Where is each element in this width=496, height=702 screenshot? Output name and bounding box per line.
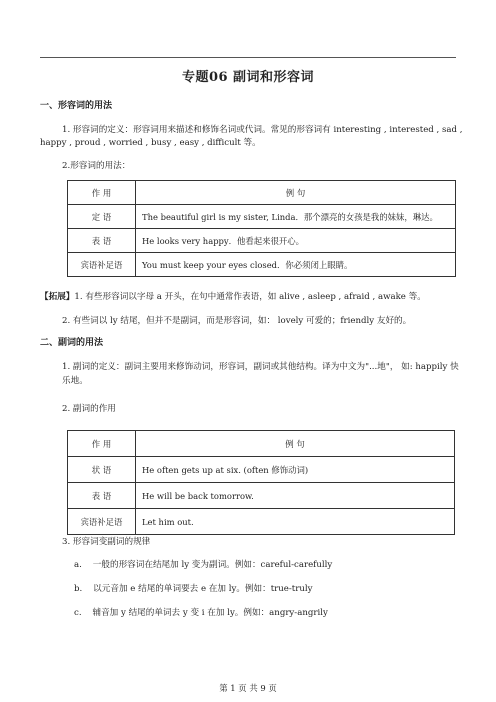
rule-text: 以元音加 e 结尾的单词要去 e 在加 ly。例如：true-truly	[93, 584, 313, 594]
table-cell-example: You must keep your eyes closed．你必须闭上眼睛。	[136, 253, 456, 277]
table-cell-role: 宾语补足语	[68, 253, 136, 277]
table-cell-role: 定 语	[68, 205, 136, 229]
rule-item	[74, 608, 328, 619]
section2-heading: 二、副词的用法	[40, 338, 104, 348]
header-rule	[40, 57, 456, 58]
adv-usage-label: 2. 副词的作用	[62, 404, 116, 414]
adv-definition-line2: 乐地。	[62, 376, 88, 386]
rule-marker: c.	[74, 608, 82, 618]
adj-usage-label: 2.形容词的用法：	[62, 161, 131, 171]
adj-usage-table	[67, 180, 456, 277]
adv-definition-line1: 1. 副词的定义：副词主要用来修饰动词，形容词，副词或其他结构。译为中文为"...地"， 如: happily 快	[62, 362, 459, 372]
rule-marker: b.	[74, 584, 83, 594]
table-cell-role: 表 语	[68, 229, 136, 253]
table-cell-role: 状 语	[68, 457, 136, 483]
table-header-cell: 例 句	[136, 431, 455, 457]
adj-definition-line2: happy , proud , worried , busy , easy , difficult 等。	[40, 138, 261, 148]
table-row	[68, 509, 455, 535]
table-row	[68, 457, 455, 483]
table-cell-example: He will be back tomorrow.	[136, 483, 455, 509]
table-row	[68, 229, 456, 253]
page-footer: 第 1 页 共 9 页	[219, 683, 277, 693]
conversion-rules-label: 3. 形容词变副词的规律	[62, 537, 151, 547]
rule-text: 辅音加 y 结尾的单词去 y 变 i 在加 ly。例如：angry-angrily	[92, 608, 328, 618]
extension-text: 1. 有些形容词以字母 a 开头，在句中通常作表语，如 alive , asleep , afraid , awake 等。	[74, 292, 426, 302]
table-cell-example: Let him out.	[136, 509, 455, 535]
rule-marker: a.	[74, 560, 82, 570]
table-header-cell: 作 用	[68, 431, 136, 457]
table-header-row	[68, 431, 455, 457]
table-header-cell: 例 句	[136, 181, 456, 205]
page-title: 专题06 副词和形容词	[181, 70, 315, 85]
adj-definition-line1: 1. 形容词的定义：形容词用来描述和修饰名词或代词。常见的形容词有 interesting , interested , sad ,	[62, 125, 463, 135]
table-row	[68, 253, 456, 277]
adv-usage-table	[67, 430, 455, 535]
table-cell-example: He looks very happy．他看起来很开心。	[136, 229, 456, 253]
extension-tag: 【拓展】	[40, 292, 75, 302]
table-header-cell: 作 用	[68, 181, 136, 205]
rule-item	[74, 584, 313, 595]
table-cell-role: 表 语	[68, 483, 136, 509]
table-cell-example: The beautiful girl is my sister, Linda．那个漂亮的女孩是我的妹妹，琳达。	[136, 205, 456, 229]
table-header-row	[68, 181, 456, 205]
table-cell-example: He often gets up at six. (often 修饰动词)	[136, 457, 455, 483]
table-row	[68, 483, 455, 509]
rule-text: 一般的形容词在结尾加 ly 变为副词。例如：careful-carefully	[92, 560, 333, 570]
table-cell-role: 宾语补足语	[68, 509, 136, 535]
table-row	[68, 205, 456, 229]
extension-note-line2: 2. 有些词以 ly 结尾，但并不是副词，而是形容词，如： lovely 可爱的；friendly 友好的。	[62, 316, 412, 326]
rule-item	[74, 560, 332, 571]
extension-note-line1	[40, 292, 426, 303]
section1-heading: 一、形容词的用法	[40, 101, 113, 111]
